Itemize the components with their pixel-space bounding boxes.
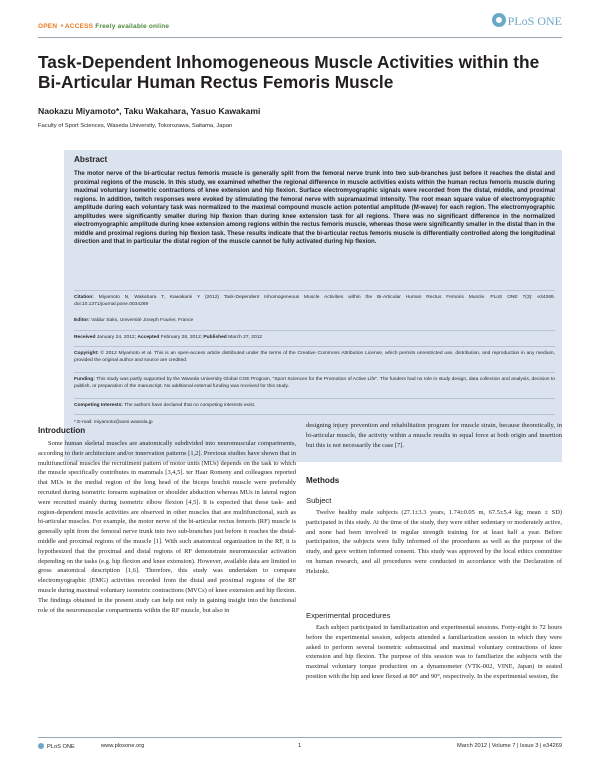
competing-interests <box>74 403 555 410</box>
editor <box>74 318 555 325</box>
footer-divider <box>38 737 562 738</box>
citation-text: Miyamoto N, Wakahara T, Kawakami Y (2012) Task-Dependent Inhomogeneous Muscle Activities within the Bi-Articular Human Rectus Femoris Muscle. PLoS ONE 7(3): e34269. doi:10.1371/journal.pone.0034269 <box>74 295 556 307</box>
plos-one-logo <box>492 13 562 29</box>
accepted-label: Accepted <box>137 335 160 340</box>
intro-paragraph: Some human skeletal muscles are anatomically subdivided into neuromuscular compartments, according to their architecture and/or innervation patterns [1,2]. Previous studies have shown that in multifunctional muscles the recruitment pattern of motor units (MUs) depends on the task to which the muscle specifically contributes in mammals [3,4,5]. ter Haar Romeny and colleagues reported that MUs in the medial region of the long head of the biceps brachii muscle were preferably recruited during isometric forearm supination or shoulder abduction whereas MUs in lateral region were recruited mainly during isometric elbow flexion [4,5]. It is expected that these task- and region-dependent muscle activities are observed in other muscles that are multifunctional, such as bi-articular muscles. For example, the motor nerve of the bi-articular rectus femoris (RF) muscle is generally split from the femoral nerve trunk into two sub-branches just before it reaches the distal-middle and proximal regions of the muscle [1]. With such anatomical organization in the RF, it is hypothesized that the proximal and distal regions of RF demonstrate neuromuscular activation depending on the tasks (e.g. hip flexion and knee extension). However, available data are limited to gross anatomical description [1,6]. Therefore, this study was undertaken to compare electromyographic (EMG) activities recorded from the distal and proximal regions of the RF muscle during maximal voluntary isometric contractions (MVCs) of knee extension and hip flexion. The findings obtained in the present study can help not only in gaining insight into the functional role of the neuromuscular compartments within the RF muscle, but also in <box>38 440 296 614</box>
meta-divider-3 <box>74 372 555 373</box>
copyright-label: Copyright: <box>74 351 99 356</box>
right-continuation-paragraph: designing injury prevention and rehabilitation program for muscle strain, because theoretically, in bi-articular muscle, the activity within a muscle results in equal force at both origin and insertion but this is not necessarily the case [7]. <box>306 422 562 449</box>
subject-section <box>306 508 562 577</box>
published-label: Published <box>203 335 227 340</box>
editor-label: Editor: <box>74 318 90 323</box>
affiliation: Faculty of Sport Sciences, Waseda University, Tokorozawa, Saitama, Japan <box>38 123 233 129</box>
footer-journal-name: PLoS ONE <box>47 744 75 750</box>
abstract-text: The motor nerve of the bi-articular rectus femoris muscle is generally split from the femoral nerve trunk into two sub-branches just before it reaches the distal and proximal regions of the muscle. In this study, we examined whether the regional difference in muscle activities exists within the human rectus femoris muscle during maximal voluntary isometric contractions of knee extension and hip flexion. Surface electromyographic signals were recorded from the distal, middle, and proximal regions. In addition, twitch responses were evoked by stimulating the femoral nerve with supramaximal intensity. The root mean square value of electromyographic amplitude during each voluntary task was normalized to the maximal compound muscle action potential amplitude (M-wave) for each region. The electromyographic amplitudes were significantly smaller during hip flexion than during knee extension task for all regions. There was no significant difference in the normalized electromyographic amplitude during knee extension among regions within the rectus femoris muscle, whereas those were significantly smaller in the distal than in the middle and proximal regions during hip flexion task. These results indicate that the bi-articular rectus femoris muscle is differentially controlled along the longitudinal direction and that in particular the distal region of the muscle cannot be fully activated during hip flexion. <box>74 171 555 245</box>
experimental-procedures-heading: Experimental procedures <box>306 611 391 620</box>
plos-logo-icon <box>492 13 506 27</box>
subject-paragraph: Twelve healthy male subjects (27.1±3.3 years, 1.74±0.05 m, 67.5±5.4 kg; mean ± SD) participated in this study. At the time of the study, they were either sedentary or moderately active, and none had been involved in regular strength training for at least half a year. Before participation, the subjects were fully informed of the procedures as well as the purpose of the study, and gave written informed consent. This study was approved by the local ethics committee on human research, and all procedures were conducted in accordance with the Declaration of Helsinki. <box>306 509 562 575</box>
funding-label: Funding: <box>74 377 95 382</box>
abstract-divider <box>74 290 555 291</box>
subject-heading: Subject <box>306 496 332 505</box>
freely-available-text: Freely available online <box>95 23 170 30</box>
received-label: Received <box>74 335 96 340</box>
footer-logo-icon <box>38 743 44 749</box>
page-number: 1 <box>298 743 302 749</box>
dates <box>74 335 555 342</box>
citation-label: Citation: <box>74 295 94 300</box>
intro-column <box>38 439 296 615</box>
accepted-date: February 28, 2012; <box>160 335 203 340</box>
author-list: Naokazu Miyamoto*, Taku Wakahara, Yasuo Kawakami <box>38 106 261 116</box>
open-access-word: ACCESS <box>64 23 94 30</box>
meta-divider-1 <box>74 330 555 331</box>
published-date: March 27, 2012 <box>228 335 263 340</box>
received-date: January 24, 2012; <box>96 335 136 340</box>
article-title: Task-Dependent Inhomogeneous Muscle Activities within the Bi-Articular Human Rectus Femoris Muscle <box>38 52 540 92</box>
citation <box>74 295 555 308</box>
meta-divider-2 <box>74 346 555 347</box>
methods-heading: Methods <box>306 476 340 485</box>
header-divider <box>38 37 562 38</box>
plos-logo-text: PLoS ONE <box>507 14 562 28</box>
meta-divider-5 <box>74 414 555 415</box>
copyright <box>74 351 555 364</box>
funding-text: This study was partly supported by the Waseda University Global COE Program, "Sport Sciences for the Promotion of Active Life". The funders had no role in study design, data collection and analysis, decision to publish, or preparation of the manuscript. No additional external funding was received for this study. <box>74 377 555 389</box>
open-access-banner <box>38 22 169 30</box>
corresponding-email: * E-mail: miyamoto@aoni.waseda.jp <box>74 420 153 425</box>
intro-heading: Introduction <box>38 426 86 435</box>
abstract-heading: Abstract <box>74 155 108 164</box>
footer-issue: March 2012 | Volume 7 | Issue 3 | e34269 <box>457 743 562 749</box>
open-access-label: OPEN <box>38 23 58 30</box>
funding <box>74 377 555 390</box>
editor-text: Valdur Saks, Université Joseph Fourier, France <box>91 318 194 323</box>
meta-divider-4 <box>74 398 555 399</box>
competing-text: The authors have declared that no competing interests exist. <box>124 403 256 408</box>
competing-label: Competing Interests: <box>74 403 123 408</box>
footer-url: www.plosone.org <box>101 743 145 749</box>
footer-journal <box>38 743 75 750</box>
copyright-text: © 2012 Miyamoto et al. This is an open-access article distributed under the terms of the Creative Commons Attribution License, which permits unrestricted use, distribution, and reproduction in any medium, provided the original author and source are credited. <box>74 351 555 363</box>
right-column-top <box>306 421 562 450</box>
experimental-section <box>306 623 562 682</box>
open-access-lock-icon: ⚬ <box>59 23 65 30</box>
experimental-paragraph: Each subject participated in familiarization and experimental sessions. Forty-eight to 72 hours before the experimental session, subjects attended a familiarization session in which they were asked to perform several isometric submaximal and maximal voluntary contractions of knee extension and hip flexion. The purpose of this session was to familiarize the subjects with the maximal voluntary torque production on a dynamometer (VTK-002, VINE, Japan) in seated position with the hip and knee flexed at 80° and 90°, respectively. In the experimental session, the <box>306 624 562 680</box>
